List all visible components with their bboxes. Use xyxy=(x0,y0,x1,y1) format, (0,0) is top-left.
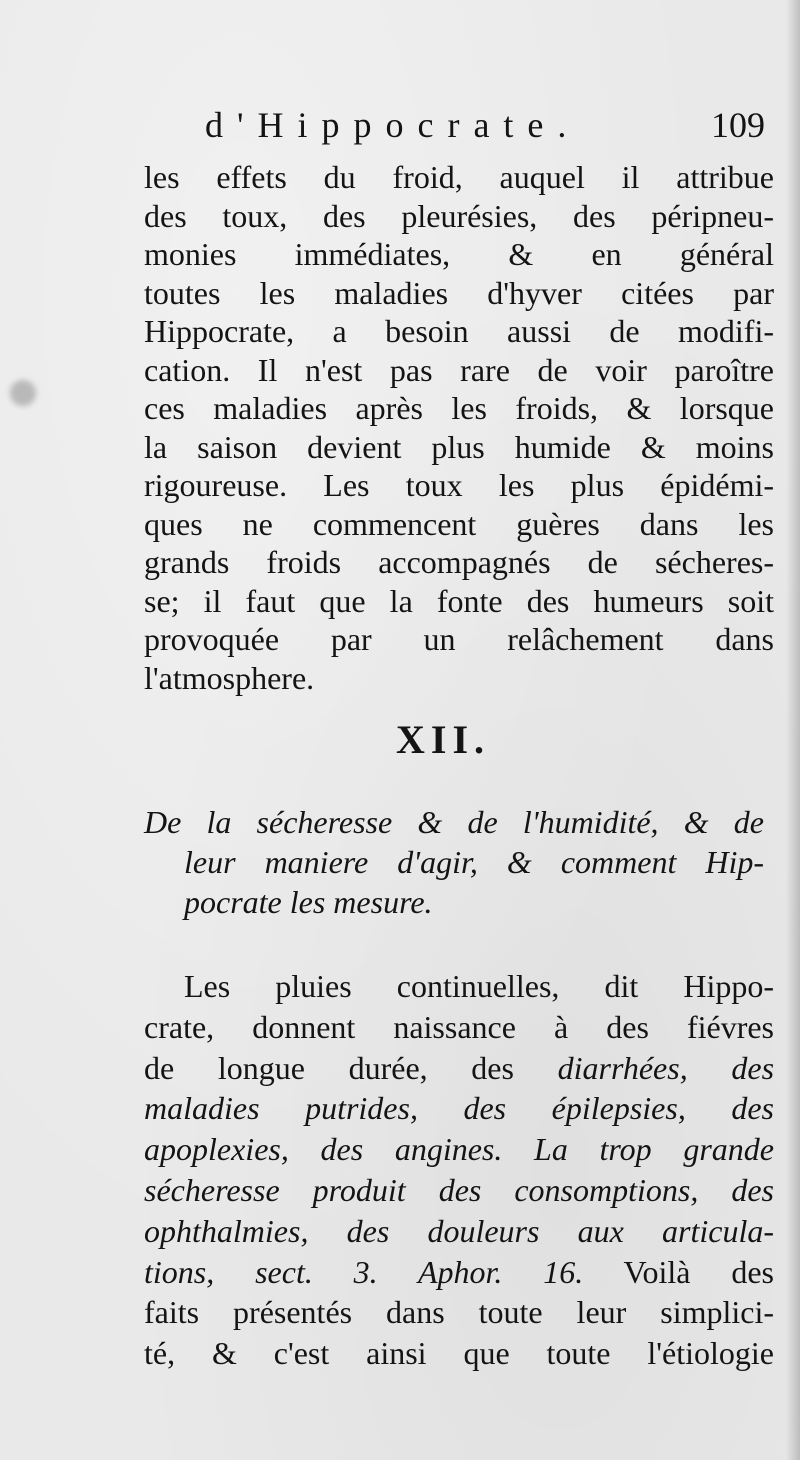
text-line: toutes les maladies d'hyver citées par xyxy=(144,274,774,311)
page-number: 109 xyxy=(711,105,765,145)
text-line: ces maladies après les froids, & lorsque xyxy=(144,390,774,426)
text-line: grands froids accompagnés de sécheres- xyxy=(144,544,774,580)
text-line: ophthalmies, des douleurs aux articula- xyxy=(144,1212,774,1249)
text-line: crate, donnent naissance à des fiévres xyxy=(144,1008,774,1045)
text-run: Voilà des xyxy=(583,1253,775,1290)
text-line: rigoureuse. Les toux les plus épidémi- xyxy=(144,467,774,503)
text-line: l'atmosphere. xyxy=(144,659,315,696)
paragraph-2 xyxy=(144,966,774,1374)
text-line: des toux, des pleurésies, des péripneu- xyxy=(144,197,774,234)
heading-line: pocrate les mesure. xyxy=(184,884,433,920)
running-title: d'Hippocrate. xyxy=(205,105,581,145)
italic-run: des xyxy=(731,1049,775,1086)
page-edge-shadow xyxy=(786,0,800,1460)
text-line: Les pluies continuelles, dit Hippo- xyxy=(184,968,774,1004)
text-line xyxy=(144,1048,774,1089)
text-line xyxy=(144,1252,774,1293)
heading-line: De la sécheresse & de l'humidité, & de xyxy=(144,804,764,840)
text-line: ques ne commencent guères dans les xyxy=(144,505,774,542)
section-number: XII. xyxy=(396,717,491,762)
text-line: se; il faut que la fonte des humeurs soit xyxy=(144,582,774,619)
section-heading xyxy=(144,802,764,922)
text-line: provoquée par un relâchement dans xyxy=(144,621,774,657)
text-line: apoplexies, des angines. La trop grande xyxy=(144,1131,774,1168)
paragraph-1 xyxy=(144,158,774,697)
text-line: cation. Il n'est pas rare de voir paroître xyxy=(144,351,774,388)
text-line: Hippocrate, a besoin aussi de modifi- xyxy=(144,313,774,349)
italic-run: , xyxy=(679,1049,732,1086)
ink-stain xyxy=(10,380,36,406)
running-header xyxy=(205,104,765,152)
text-line: maladies putrides, des épilepsies, des xyxy=(144,1090,774,1127)
text-line: monies immédiates, & en général xyxy=(144,236,774,272)
text-line: faits présentés dans toute leur simplici- xyxy=(144,1294,774,1331)
text-run: de longue durée, des xyxy=(144,1049,558,1086)
text-line: les effets du froid, auquel il attribue xyxy=(144,159,774,195)
italic-run: diarrhées xyxy=(557,1049,680,1086)
heading-line: leur maniere d'agir, & comment Hip- xyxy=(184,844,764,880)
text-line: té, & c'est ainsi que toute l'étiologie xyxy=(144,1335,774,1372)
text-line: sécheresse produit des consomptions, des xyxy=(144,1171,774,1208)
italic-run: tions, sect. 3. Aphor. 16. xyxy=(144,1253,584,1290)
text-line: la saison devient plus humide & moins xyxy=(144,428,774,465)
